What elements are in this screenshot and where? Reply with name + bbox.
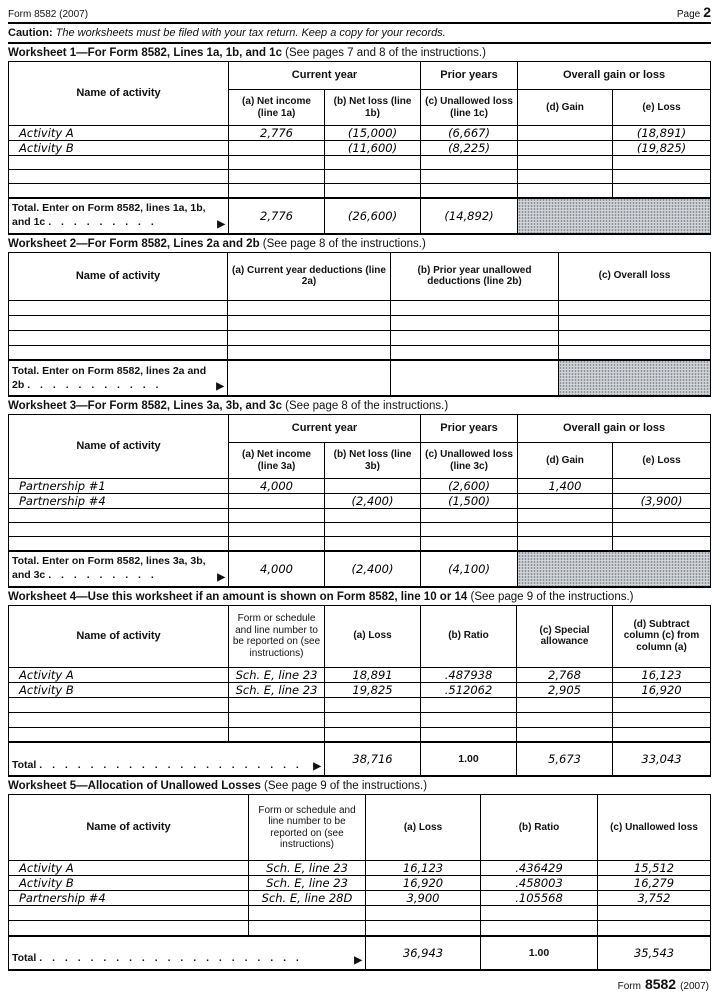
header-group-row bbox=[9, 62, 711, 90]
form-cell: Sch. E, line 23 bbox=[229, 682, 325, 697]
total-value-cell bbox=[228, 360, 391, 396]
total-value-cell: (14,892) bbox=[421, 198, 518, 234]
name-cell: Activity A bbox=[9, 667, 229, 682]
empty-cell bbox=[366, 921, 481, 936]
header-cell: (b) Prior year unallowed deductions (line 2b) bbox=[391, 252, 559, 300]
value-cell: 4,000 bbox=[229, 479, 325, 494]
empty-cell bbox=[9, 523, 229, 537]
empty-cell bbox=[518, 523, 613, 537]
dot-leader: . . . . . . . . . bbox=[48, 216, 155, 229]
empty-cell bbox=[518, 156, 613, 170]
empty-cell bbox=[228, 330, 391, 345]
caution-text: The worksheets must be filed with your tax return. Keep a copy for your records. bbox=[55, 27, 446, 39]
empty-row bbox=[9, 184, 711, 198]
arrow-right-icon: ▶ bbox=[313, 761, 321, 772]
value-cell bbox=[229, 494, 325, 509]
value-cell: .436429 bbox=[481, 861, 598, 876]
empty-cell bbox=[613, 712, 711, 727]
empty-cell bbox=[559, 345, 711, 360]
page-footer bbox=[8, 971, 711, 992]
total-label-cell bbox=[9, 360, 228, 396]
empty-cell bbox=[9, 184, 229, 198]
header-cell: Overall gain or loss bbox=[518, 415, 711, 443]
total-row bbox=[9, 936, 711, 970]
header-cell: (b) Net loss (line 3b) bbox=[325, 443, 421, 479]
header-cell: (e) Loss bbox=[613, 443, 711, 479]
empty-cell bbox=[9, 697, 229, 712]
total-label-cell bbox=[9, 742, 325, 776]
empty-cell bbox=[229, 537, 325, 551]
value-cell: .512062 bbox=[421, 682, 517, 697]
empty-row bbox=[9, 712, 711, 727]
empty-cell bbox=[598, 921, 711, 936]
total-value-cell: 35,543 bbox=[598, 936, 711, 970]
table-row bbox=[9, 494, 711, 509]
shaded-cell bbox=[559, 360, 711, 396]
header-cell: Prior years bbox=[421, 415, 518, 443]
name-cell: Activity A bbox=[9, 861, 249, 876]
table-row bbox=[9, 682, 711, 697]
footer-form-number: 8582 bbox=[644, 975, 677, 992]
empty-cell bbox=[421, 727, 517, 742]
worksheet5-title-bold: Worksheet 5—Allocation of Unallowed Losses bbox=[8, 780, 261, 792]
empty-cell bbox=[517, 697, 613, 712]
form-cell: Sch. E, line 23 bbox=[229, 667, 325, 682]
header-cell: (d) Gain bbox=[518, 90, 613, 126]
footer-form-label: Form bbox=[617, 980, 641, 992]
empty-cell bbox=[518, 170, 613, 184]
empty-row bbox=[9, 509, 711, 523]
total-value-cell: (2,400) bbox=[325, 551, 421, 587]
empty-cell bbox=[559, 300, 711, 315]
empty-cell bbox=[9, 315, 228, 330]
empty-cell bbox=[325, 537, 421, 551]
empty-cell bbox=[9, 906, 249, 921]
worksheet4-table bbox=[8, 605, 711, 778]
table-row bbox=[9, 126, 711, 141]
worksheet1-table bbox=[8, 61, 711, 235]
shaded-cell bbox=[518, 551, 711, 587]
empty-row bbox=[9, 300, 711, 315]
value-cell: 2,776 bbox=[229, 126, 325, 141]
worksheet2-title-note: (See page 8 of the instructions.) bbox=[262, 237, 426, 250]
total-row bbox=[9, 551, 711, 587]
empty-row bbox=[9, 330, 711, 345]
empty-cell bbox=[249, 921, 366, 936]
header-cell: (b) Ratio bbox=[481, 795, 598, 861]
empty-cell bbox=[9, 921, 249, 936]
value-cell: (2,600) bbox=[421, 479, 518, 494]
empty-cell bbox=[229, 184, 325, 198]
empty-row bbox=[9, 523, 711, 537]
header-cell: Form or schedule and line number to be reported on (see instructions) bbox=[249, 795, 366, 861]
total-label-cell bbox=[9, 551, 229, 587]
total-label-cell bbox=[9, 936, 366, 970]
total-label-text: Total. Enter on Form 8582, lines 3a, 3b, and 3c bbox=[12, 555, 206, 582]
empty-cell bbox=[421, 712, 517, 727]
empty-cell bbox=[613, 156, 711, 170]
name-cell: Partnership #4 bbox=[9, 891, 249, 906]
empty-cell bbox=[517, 727, 613, 742]
header-cell: (c) Unallowed loss (line 1c) bbox=[421, 90, 518, 126]
empty-cell bbox=[9, 509, 229, 523]
header-cell: Form or schedule and line number to be reported on (see instructions) bbox=[229, 605, 325, 667]
empty-cell bbox=[228, 300, 391, 315]
caution-label: Caution: bbox=[8, 27, 53, 39]
header-cell: (a) Loss bbox=[366, 795, 481, 861]
header-cell: Name of activity bbox=[9, 252, 228, 300]
empty-cell bbox=[229, 523, 325, 537]
total-label-text: Total bbox=[12, 952, 37, 965]
empty-cell bbox=[325, 712, 421, 727]
total-label-text: Total. Enter on Form 8582, lines 2a and 2b bbox=[12, 364, 207, 391]
total-value-cell bbox=[391, 360, 559, 396]
header-row bbox=[9, 795, 711, 861]
header-group-row bbox=[9, 415, 711, 443]
page-number: 2 bbox=[703, 4, 711, 20]
name-cell: Activity B bbox=[9, 682, 229, 697]
arrow-right-icon: ▶ bbox=[216, 381, 224, 392]
empty-cell bbox=[518, 184, 613, 198]
header-cell: (a) Loss bbox=[325, 605, 421, 667]
empty-cell bbox=[229, 170, 325, 184]
name-cell: Partnership #1 bbox=[9, 479, 229, 494]
dot-leader: . . . . . . . . . . . . . . . . . . . . . bbox=[39, 758, 300, 771]
total-value-cell: (26,600) bbox=[325, 198, 421, 234]
total-value-cell: 2,776 bbox=[229, 198, 325, 234]
worksheet5-title bbox=[8, 777, 711, 794]
empty-cell bbox=[613, 509, 711, 523]
value-cell: (8,225) bbox=[421, 141, 518, 156]
empty-cell bbox=[229, 712, 325, 727]
header-cell: (c) Overall loss bbox=[559, 252, 711, 300]
total-value-cell: 1.00 bbox=[421, 742, 517, 776]
total-row bbox=[9, 360, 711, 396]
header-row bbox=[9, 252, 711, 300]
empty-cell bbox=[9, 345, 228, 360]
header-cell: (a) Net income (line 1a) bbox=[229, 90, 325, 126]
value-cell: 2,768 bbox=[517, 667, 613, 682]
header-cell: Name of activity bbox=[9, 605, 229, 667]
value-cell: (19,825) bbox=[613, 141, 711, 156]
page-indicator bbox=[677, 4, 711, 20]
worksheet4-title bbox=[8, 588, 711, 605]
footer-form-year: (2007) bbox=[680, 980, 709, 992]
empty-cell bbox=[613, 184, 711, 198]
total-row bbox=[9, 742, 711, 776]
empty-cell bbox=[325, 697, 421, 712]
form-id: Form 8582 (2007) bbox=[8, 9, 89, 20]
caution-line bbox=[8, 24, 711, 44]
empty-cell bbox=[9, 727, 229, 742]
header-cell: Prior years bbox=[421, 62, 518, 90]
worksheet3-title bbox=[8, 397, 711, 414]
total-value-cell: 33,043 bbox=[613, 742, 711, 776]
header-cell: Name of activity bbox=[9, 795, 249, 861]
page-header bbox=[8, 2, 711, 24]
empty-cell bbox=[9, 330, 228, 345]
worksheet2-title bbox=[8, 235, 711, 252]
empty-cell bbox=[518, 537, 613, 551]
name-cell: Activity B bbox=[9, 876, 249, 891]
value-cell: 16,123 bbox=[366, 861, 481, 876]
empty-row bbox=[9, 921, 711, 936]
value-cell bbox=[325, 479, 421, 494]
empty-cell bbox=[613, 727, 711, 742]
value-cell: 16,123 bbox=[613, 667, 711, 682]
arrow-right-icon: ▶ bbox=[354, 954, 362, 966]
total-value-cell: 5,673 bbox=[517, 742, 613, 776]
empty-cell bbox=[249, 906, 366, 921]
header-cell: Overall gain or loss bbox=[518, 62, 711, 90]
header-cell: Current year bbox=[229, 62, 421, 90]
header-cell: (e) Loss bbox=[613, 90, 711, 126]
value-cell: 18,891 bbox=[325, 667, 421, 682]
empty-cell bbox=[421, 697, 517, 712]
value-cell: 16,920 bbox=[366, 876, 481, 891]
value-cell: 2,905 bbox=[517, 682, 613, 697]
value-cell: 16,920 bbox=[613, 682, 711, 697]
table-row bbox=[9, 891, 711, 906]
empty-cell bbox=[229, 697, 325, 712]
value-cell: (6,667) bbox=[421, 126, 518, 141]
total-row bbox=[9, 198, 711, 234]
name-cell: Activity A bbox=[9, 126, 229, 141]
empty-cell bbox=[421, 523, 518, 537]
table-row bbox=[9, 861, 711, 876]
value-cell: .487938 bbox=[421, 667, 517, 682]
name-cell: Partnership #4 bbox=[9, 494, 229, 509]
value-cell: 1,400 bbox=[518, 479, 613, 494]
value-cell bbox=[518, 141, 613, 156]
arrow-right-icon: ▶ bbox=[217, 571, 225, 583]
empty-row bbox=[9, 727, 711, 742]
empty-cell bbox=[325, 170, 421, 184]
empty-cell bbox=[613, 697, 711, 712]
value-cell bbox=[518, 126, 613, 141]
empty-cell bbox=[598, 906, 711, 921]
empty-cell bbox=[391, 315, 559, 330]
empty-cell bbox=[559, 315, 711, 330]
dot-leader: . . . . . . . . . . . . . . . . . . . . . bbox=[39, 952, 300, 965]
worksheet3-table bbox=[8, 414, 711, 588]
empty-cell bbox=[228, 345, 391, 360]
total-value-cell: 1.00 bbox=[481, 936, 598, 970]
empty-cell bbox=[325, 184, 421, 198]
header-cell: (b) Ratio bbox=[421, 605, 517, 667]
total-value-cell: (4,100) bbox=[421, 551, 518, 587]
worksheet5-title-note: (See page 9 of the instructions.) bbox=[264, 780, 428, 792]
empty-cell bbox=[229, 509, 325, 523]
value-cell: (1,500) bbox=[421, 494, 518, 509]
empty-cell bbox=[481, 906, 598, 921]
value-cell: (15,000) bbox=[325, 126, 421, 141]
table-row bbox=[9, 876, 711, 891]
total-label-text: Total. Enter on Form 8582, lines 1a, 1b, and 1c bbox=[12, 202, 206, 229]
header-cell: Current year bbox=[229, 415, 421, 443]
value-cell: .105568 bbox=[481, 891, 598, 906]
value-cell bbox=[229, 141, 325, 156]
empty-cell bbox=[325, 727, 421, 742]
empty-row bbox=[9, 697, 711, 712]
empty-cell bbox=[325, 156, 421, 170]
dot-leader: . . . . . . . . . . . bbox=[27, 378, 160, 391]
empty-cell bbox=[9, 156, 229, 170]
value-cell: (2,400) bbox=[325, 494, 421, 509]
empty-cell bbox=[613, 170, 711, 184]
empty-cell bbox=[9, 300, 228, 315]
header-cell: (d) Subtract column (c) from column (a) bbox=[613, 605, 711, 667]
worksheet4-title-note: (See page 9 of the instructions.) bbox=[470, 590, 634, 603]
total-value-cell: 36,943 bbox=[366, 936, 481, 970]
total-value-cell: 4,000 bbox=[229, 551, 325, 587]
header-cell: Name of activity bbox=[9, 62, 229, 126]
empty-cell bbox=[421, 509, 518, 523]
empty-cell bbox=[421, 184, 518, 198]
empty-cell bbox=[391, 345, 559, 360]
empty-row bbox=[9, 345, 711, 360]
empty-cell bbox=[229, 156, 325, 170]
header-cell: (d) Gain bbox=[518, 443, 613, 479]
name-cell: Activity B bbox=[9, 141, 229, 156]
worksheet1-title bbox=[8, 44, 711, 61]
empty-cell bbox=[421, 156, 518, 170]
worksheet3-title-bold: Worksheet 3—For Form 8582, Lines 3a, 3b, and 3c bbox=[8, 400, 282, 412]
empty-cell bbox=[325, 523, 421, 537]
value-cell: (11,600) bbox=[325, 141, 421, 156]
value-cell: 3,900 bbox=[366, 891, 481, 906]
dot-leader: . . . . . . . . . bbox=[48, 569, 155, 582]
empty-cell bbox=[517, 712, 613, 727]
empty-cell bbox=[9, 712, 229, 727]
header-cell: (c) Unallowed loss (line 3c) bbox=[421, 443, 518, 479]
value-cell: 15,512 bbox=[598, 861, 711, 876]
worksheet3-title-note: (See page 8 of the instructions.) bbox=[285, 400, 449, 412]
worksheet2-title-bold: Worksheet 2—For Form 8582, Lines 2a and 2b bbox=[8, 237, 260, 250]
header-cell: (c) Unallowed loss bbox=[598, 795, 711, 861]
header-cell: (a) Net income (line 3a) bbox=[229, 443, 325, 479]
empty-row bbox=[9, 156, 711, 170]
header-cell: (a) Current year deductions (line 2a) bbox=[228, 252, 391, 300]
header-cell: (b) Net loss (line 1b) bbox=[325, 90, 421, 126]
empty-cell bbox=[366, 906, 481, 921]
table-row bbox=[9, 667, 711, 682]
form-cell: Sch. E, line 23 bbox=[249, 876, 366, 891]
worksheet1-title-bold: Worksheet 1—For Form 8582, Lines 1a, 1b, and 1c bbox=[8, 47, 282, 59]
value-cell bbox=[518, 494, 613, 509]
empty-cell bbox=[9, 537, 229, 551]
empty-cell bbox=[613, 537, 711, 551]
worksheet4-title-bold: Worksheet 4—Use this worksheet if an amount is shown on Form 8582, line 10 or 14 bbox=[8, 590, 468, 603]
worksheet5-table bbox=[8, 794, 711, 971]
table-row bbox=[9, 141, 711, 156]
header-row bbox=[9, 605, 711, 667]
header-cell: Name of activity bbox=[9, 415, 229, 479]
empty-cell bbox=[613, 523, 711, 537]
worksheet2-table bbox=[8, 252, 711, 398]
arrow-right-icon: ▶ bbox=[217, 218, 225, 230]
total-label-text: Total bbox=[12, 758, 37, 771]
value-cell: (3,900) bbox=[613, 494, 711, 509]
empty-cell bbox=[481, 921, 598, 936]
empty-cell bbox=[9, 170, 229, 184]
total-label-cell bbox=[9, 198, 229, 234]
empty-row bbox=[9, 537, 711, 551]
value-cell: 19,825 bbox=[325, 682, 421, 697]
empty-row bbox=[9, 906, 711, 921]
table-row bbox=[9, 479, 711, 494]
empty-cell bbox=[391, 330, 559, 345]
empty-cell bbox=[559, 330, 711, 345]
empty-row bbox=[9, 170, 711, 184]
worksheet1-title-note: (See pages 7 and 8 of the instructions.) bbox=[285, 47, 486, 59]
empty-cell bbox=[421, 537, 518, 551]
empty-row bbox=[9, 315, 711, 330]
empty-cell bbox=[229, 727, 325, 742]
header-cell: (c) Special allowance bbox=[517, 605, 613, 667]
empty-cell bbox=[391, 300, 559, 315]
value-cell: 3,752 bbox=[598, 891, 711, 906]
total-value-cell: 38,716 bbox=[325, 742, 421, 776]
value-cell: 16,279 bbox=[598, 876, 711, 891]
value-cell bbox=[613, 479, 711, 494]
empty-cell bbox=[421, 170, 518, 184]
form-cell: Sch. E, line 23 bbox=[249, 861, 366, 876]
page-label: Page bbox=[676, 9, 701, 20]
empty-cell bbox=[325, 509, 421, 523]
empty-cell bbox=[518, 509, 613, 523]
empty-cell bbox=[228, 315, 391, 330]
value-cell: (18,891) bbox=[613, 126, 711, 141]
shaded-cell bbox=[518, 198, 711, 234]
value-cell: .458003 bbox=[481, 876, 598, 891]
form-cell: Sch. E, line 28D bbox=[249, 891, 366, 906]
